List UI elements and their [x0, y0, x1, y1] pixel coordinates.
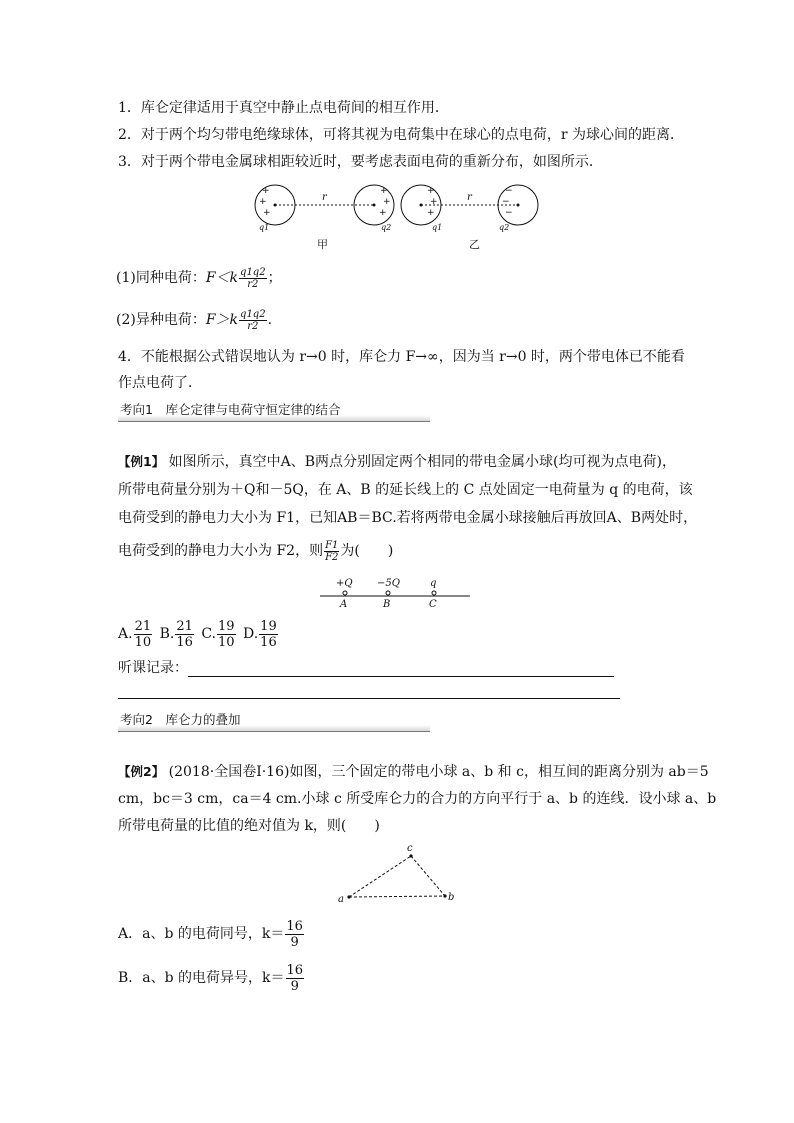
point-label-C: C: [429, 599, 437, 610]
charge-sign: −: [505, 208, 513, 218]
charge-sign: +: [427, 186, 435, 196]
vertex-label-a: a: [338, 894, 344, 905]
example1-line1: 【例1】 如图所示，真空中A、B两点分别固定两个相同的带电金属小球(均可视为点电荷)，: [118, 454, 676, 470]
charge-sign: +: [263, 208, 271, 218]
option-a[interactable]: A. $\frac{21}{10}$: [118, 618, 152, 650]
example2-line1: 【例2】 (2018·全国卷Ⅰ·16)如图，三个固定的带电小球 a、b 和 c，相互间的距离分别为 ab＝5: [118, 764, 709, 780]
charge-sign: +: [262, 186, 270, 196]
triangle-figure: [335, 842, 460, 907]
point-label-A: A: [340, 599, 348, 610]
formula-opposite-charge: (2)异种电荷：F＞k $\frac{q1q2}{r2}$ .: [116, 308, 273, 332]
label-jia: 甲: [317, 238, 328, 251]
option-d[interactable]: D. $\frac{19}{16}$: [242, 618, 277, 650]
label-q2: q2: [381, 223, 392, 232]
label-q1: q1: [432, 223, 443, 232]
charge-sign: +: [427, 208, 435, 218]
sphere-figure: [245, 180, 555, 252]
point-1: 1．库仑定律适用于真空中静止点电荷间的相互作用．: [118, 100, 449, 116]
formula-same-charge: (1)同种电荷：F＜k $\frac{q1q2}{r2}$ ；: [116, 266, 282, 290]
label-yi: 乙: [469, 238, 480, 251]
charge-sign: +: [383, 197, 391, 207]
label-r: r: [322, 192, 327, 203]
section-heading-2: 考向2 库仑力的叠加: [118, 710, 430, 732]
point-label-B: B: [383, 599, 391, 610]
charge-label-A: +Q: [336, 578, 353, 589]
label-r: r: [467, 192, 472, 203]
charge-sign: +: [379, 208, 387, 218]
label-q1: q1: [259, 223, 270, 232]
example1-options: [118, 616, 279, 652]
option-c[interactable]: C. $\frac{19}{10}$: [201, 618, 235, 650]
example2-option-b[interactable]: B．a、b 的电荷异号，k＝ $\frac{16}{9}$: [118, 962, 304, 994]
example1-line2: 所带电荷量分别为＋Q和－5Q，在 A、B 的延长线上的 C 点处固定一电荷量为 q 的电荷，该: [118, 482, 693, 498]
point-4-line2: 作点电荷了．: [118, 375, 202, 391]
notes-line-2[interactable]: [118, 698, 620, 699]
charge-label-C: q: [430, 578, 437, 589]
vertex-label-b: b: [448, 892, 455, 903]
vertex-label-c: c: [407, 843, 413, 854]
charge-sign: +: [259, 197, 267, 207]
notes-line-1[interactable]: [188, 676, 614, 677]
example2-option-a[interactable]: A．a、b 的电荷同号，k＝ $\frac{16}{9}$: [118, 918, 303, 950]
example1-line3: 电荷受到的静电力大小为 F1，已知AB＝BC.若将两带电金属小球接触后再放回A、B两处时，: [118, 510, 698, 526]
charge-sign: +: [430, 197, 438, 207]
example1-line4: 电荷受到的静电力大小为 F2，则 $\frac{F1}{F2}$ 为( ): [118, 539, 394, 563]
charge-sign: +: [380, 186, 388, 196]
notes-label: 听课记录：: [118, 660, 188, 676]
point-2: 2．对于两个均匀带电绝缘球体，可将其视为电荷集中在球心的点电荷，r 为球心间的距离．: [118, 127, 685, 143]
point-4-line1: 4．不能根据公式错误地认为 r→0 时，库仑力 F→∞，因为当 r→0 时，两个带电体已不能看: [118, 349, 685, 365]
example1-figure: [318, 574, 478, 610]
example2-line2: cm，bc＝3 cm，ca＝4 cm.小球 c 所受库仑力的合力的方向平行于 a、b 的连线．设小球 a、b: [118, 791, 717, 807]
charge-label-B: −5Q: [377, 578, 400, 589]
example2-line3: 所带电荷量的比值的绝对值为 k，则( ): [118, 818, 380, 834]
section-heading-1: 考向1 库仑定律与电荷守恒定律的结合: [118, 400, 430, 422]
label-q2: q2: [499, 223, 510, 232]
charge-sign: −: [502, 197, 510, 207]
option-b[interactable]: B. $\frac{21}{16}$: [159, 618, 193, 650]
point-3: 3．对于两个带电金属球相距较近时，要考虑表面电荷的重新分布，如图所示．: [118, 154, 603, 170]
charge-sign: −: [505, 186, 513, 196]
